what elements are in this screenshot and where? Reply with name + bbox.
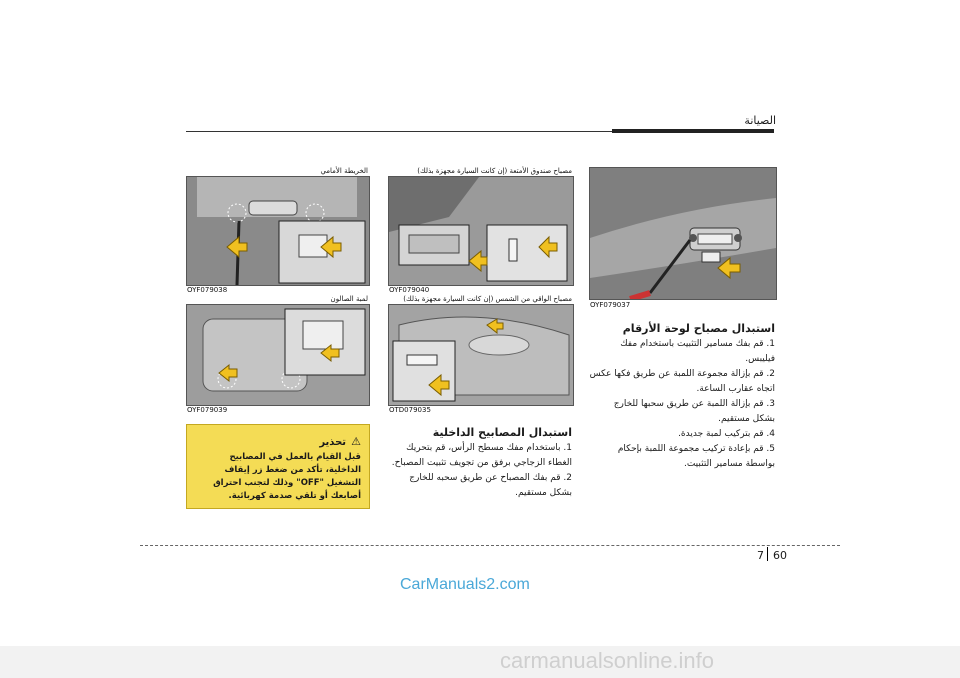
map-lamp-illustration — [187, 177, 369, 285]
vanity-lamp-illustration — [389, 305, 573, 405]
figure-room-lamp — [186, 304, 370, 406]
figure-caption-map-lamp: الخريطة الأمامي — [320, 167, 368, 175]
section-title-plate-lamp: استبدال مصباح لوحة الأرقام — [622, 322, 775, 335]
plate-step-1: 1. قم بفك مسامير التثبيت باستخدام مفك فيليبس. — [620, 339, 775, 364]
plate-step-4: 4. قم بتركيب لمبة جديدة. — [678, 429, 775, 439]
page-number-divider — [767, 547, 768, 561]
figure-code: OYF079038 — [187, 286, 228, 294]
warning-triangle-icon: ⚠ — [351, 435, 361, 448]
plate-step-5: 5. قم بإعادة تركيب مجموعة اللمبة بإحكام بواسطة مسامير التثبيت. — [617, 444, 775, 469]
figure-caption-room-lamp: لمبة الصالون — [330, 295, 368, 303]
warning-header — [187, 425, 369, 449]
header-rule-accent — [612, 129, 774, 133]
page-header-title: الصيانة — [744, 114, 776, 127]
figure-license-plate-lamp — [589, 167, 777, 300]
room-lamp-illustration — [187, 305, 369, 405]
figure-caption-trunk-lamp: مصباح صندوق الأمتعة (إن كانت السيارة مجهزة بذلك) — [417, 167, 572, 175]
footer-strip — [0, 646, 960, 678]
interior-lamp-steps — [388, 441, 572, 501]
watermark-text: CarManuals2.com — [400, 576, 530, 593]
plate-step-3: 3. قم بإزالة اللمبة عن طريق سحبها للخارج بشكل مستقيم. — [613, 399, 775, 424]
trunk-lamp-illustration — [389, 177, 573, 285]
figure-vanity-lamp — [388, 304, 574, 406]
figure-map-lamp — [186, 176, 370, 286]
plate-step-2: 2. قم بإزالة مجموعة اللمبة عن طريق فكها عكس اتجاه عقارب الساعة. — [589, 369, 775, 394]
figure-trunk-lamp — [388, 176, 574, 286]
figure-code: OTD079035 — [389, 406, 431, 414]
plate-lamp-steps — [589, 337, 775, 472]
warning-text: قبل القيام بالعمل في المصابيح الداخلية، تأكد من ضغط زر إيقاف التشغيل "OFF" وذلك لتجنب احتراق أصابعك أو تلقي صدمة كهربائية. — [213, 452, 361, 501]
interior-step-2: 2. قم بفك المصباح عن طريق سحبه للخارج بشكل مستقيم. — [409, 473, 572, 498]
chapter-number: 7 — [757, 549, 764, 562]
figure-code: OYF079040 — [389, 286, 430, 294]
figure-code: OYF079037 — [590, 301, 631, 309]
section-title-interior-lamps: استبدال المصابيح الداخلية — [432, 426, 572, 439]
license-plate-illustration — [590, 168, 776, 299]
footer-site-text: carmanualsonline.info — [500, 648, 715, 673]
warning-box — [186, 424, 370, 509]
figure-code: OYF079039 — [187, 406, 228, 414]
footer-dashed-rule — [140, 545, 840, 546]
page-number: 60 — [773, 549, 787, 562]
interior-step-1: 1. باستخدام مفك مسطح الرأس، قم بتحريك الغطاء الزجاجي برفق من تجويف تثبيت المصباح. — [391, 443, 572, 468]
warning-title: تحذير — [319, 437, 347, 448]
figure-caption-vanity-lamp: مصباح الواقي من الشمس (إن كانت السيارة مجهزة بذلك) — [403, 295, 572, 303]
